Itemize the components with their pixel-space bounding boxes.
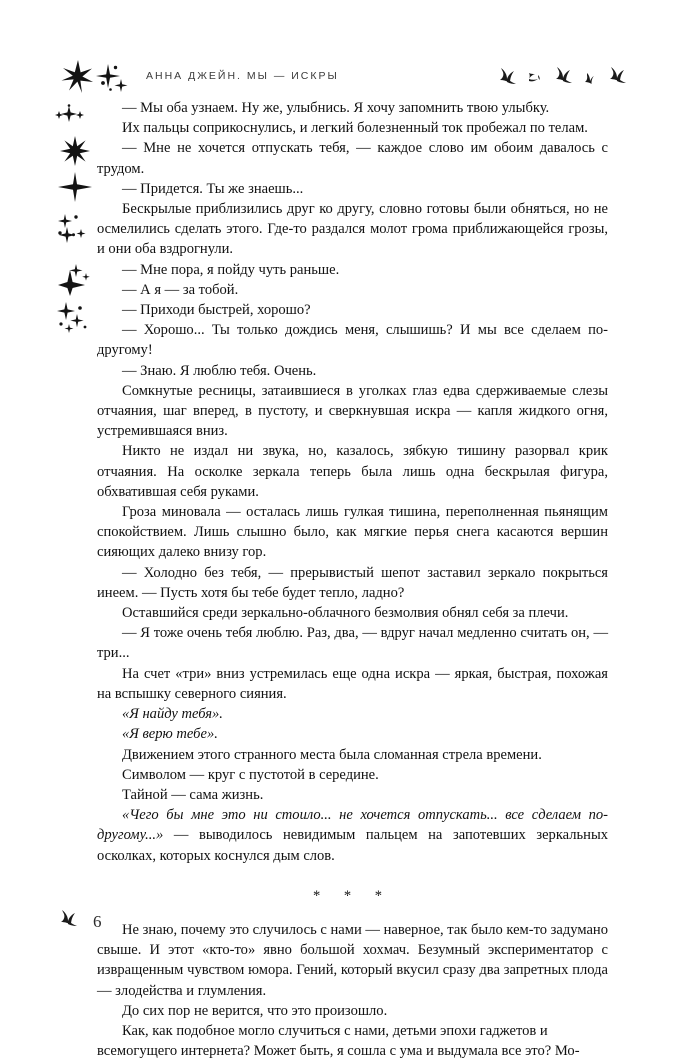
paragraph: — Знаю. Я люблю тебя. Очень. [122, 362, 317, 379]
paragraph: Не знаю, почему это случилось с нами — наверное, так было кем-то задумано свыше. И этот «кто-то» явно большой хохмач. Безумный экспериментатор с извращенным чувством юмора. Гений, который вкусил сразу два запретных плода — злодейства и глумления. [97, 921, 608, 999]
paragraph-italic: «Я найду тебя». [122, 706, 223, 723]
swallow-icon [58, 908, 84, 930]
paragraph: — Мне пора, я пойду чуть раньше. [122, 261, 340, 278]
paragraph: — Хорошо... Ты только дождись меня, слышишь? И мы все сделаем по-другому! [97, 322, 608, 359]
sparkle-eight-point-icon [60, 136, 90, 166]
paragraph: Оставшийся среди зеркально-облачного безмолвия обнял себя за плечи. [122, 605, 569, 622]
running-head [0, 62, 682, 96]
sparkle-four-point-icon [58, 172, 92, 202]
paragraph: До сих пор не верится, что это произошло. [122, 1002, 388, 1019]
paragraph: Никто не издал ни звука, но, казалось, зябкую тишину разорвал крик отчаяния. На осколке зеркала теперь была лишь одна бескрылая фигура, обхватившая себя руками. [97, 443, 608, 500]
sparkle-tiny-trio-icon [56, 104, 90, 128]
paragraph: Сомкнутые ресницы, затаившиеся в уголках глаз едва сдерживаемые слезы отчаяния, шаг вперед, в пустоту, и сверкнувшая искра — капля жидкого огня, устремившаяся вниз. [97, 382, 608, 440]
page-footer [58, 908, 198, 948]
paragraph: — Мы оба узнаем. Ну же, улыбнись. Я хочу запомнить твою улыбку. [122, 100, 550, 116]
paragraph: Гроза миновала — осталась лишь гулкая тишина, переполненная пьянящим спокойствием. Лишь слышно было, как мягкие перья снега касаются вершин сияющих далеко внизу гор. [97, 504, 608, 561]
paragraph-italic: «Я верю тебе». [122, 726, 218, 743]
paragraph: — Мне не хочется отпускать тебя, — каждое слово им обоим давалось с трудом. [97, 140, 608, 177]
paragraph: Их пальцы соприкоснулись, и легкий болезненный ток пробежал по телам. [122, 120, 588, 137]
paragraph: Движением этого странного места была сломанная стрела времени. [122, 746, 542, 763]
swallow-flock-icon [495, 62, 635, 94]
paragraph: — Приходи быстрей, хорошо? [122, 302, 311, 319]
paragraph: — Придется. Ты же знаешь... [122, 180, 304, 197]
sparkle-dotted-pair-icon [56, 212, 90, 244]
paragraph: — А я — за тобой. [122, 281, 239, 298]
page-number: 6 [93, 912, 102, 931]
sparkle-cluster-icon [58, 56, 136, 96]
inline-roman-tail: — выводилось невидимым пальцем на запотевших зеркальных осколках, которых коснулся дым слов. [97, 827, 608, 864]
paragraph: Как, как подобное могло случиться с нами, детьми эпохи гаджетов и всемогущего интернета? Может быть, я сошла с ума и выдумала все это? Мо- [97, 1022, 580, 1060]
paragraph: — Холодно без тебя, — прерывистый шепот заставил зеркало покрыться инеем. — Пусть хотя бы тебе будет тепло, ладно? [97, 564, 608, 601]
paragraph: Бескрылые приблизились друг ко другу, словно готовы были обняться, но не осмелились сделать этого. Где-то раздался молот грома приближающейся грозы, и они оба вздрогнули. [97, 201, 608, 258]
paragraph-mixed [97, 805, 608, 866]
sparkle-cluster-small-icon [56, 300, 92, 336]
inline-italic-quote: «Чего бы мне это ни стоило... не хочется отпускать... все сделаем по-другому...» [97, 807, 608, 844]
paragraph: На счет «три» вниз устремилась еще одна искра — яркая, быстрая, похожая на вспышку северного сияния. [97, 665, 608, 702]
paragraph: Символом — круг с пустотой в середине. [122, 766, 379, 783]
sparkle-diamond-icon [58, 264, 92, 296]
paragraph: Тайной — сама жизнь. [122, 786, 264, 803]
scene-separator: * * * [312, 887, 393, 904]
running-head-title: АННА ДЖЕЙН. МЫ — ИСКРЫ [146, 70, 339, 82]
paragraph: — Я тоже очень тебя люблю. Раз, два, — вдруг начал медленно считать он, — три... [97, 625, 608, 662]
